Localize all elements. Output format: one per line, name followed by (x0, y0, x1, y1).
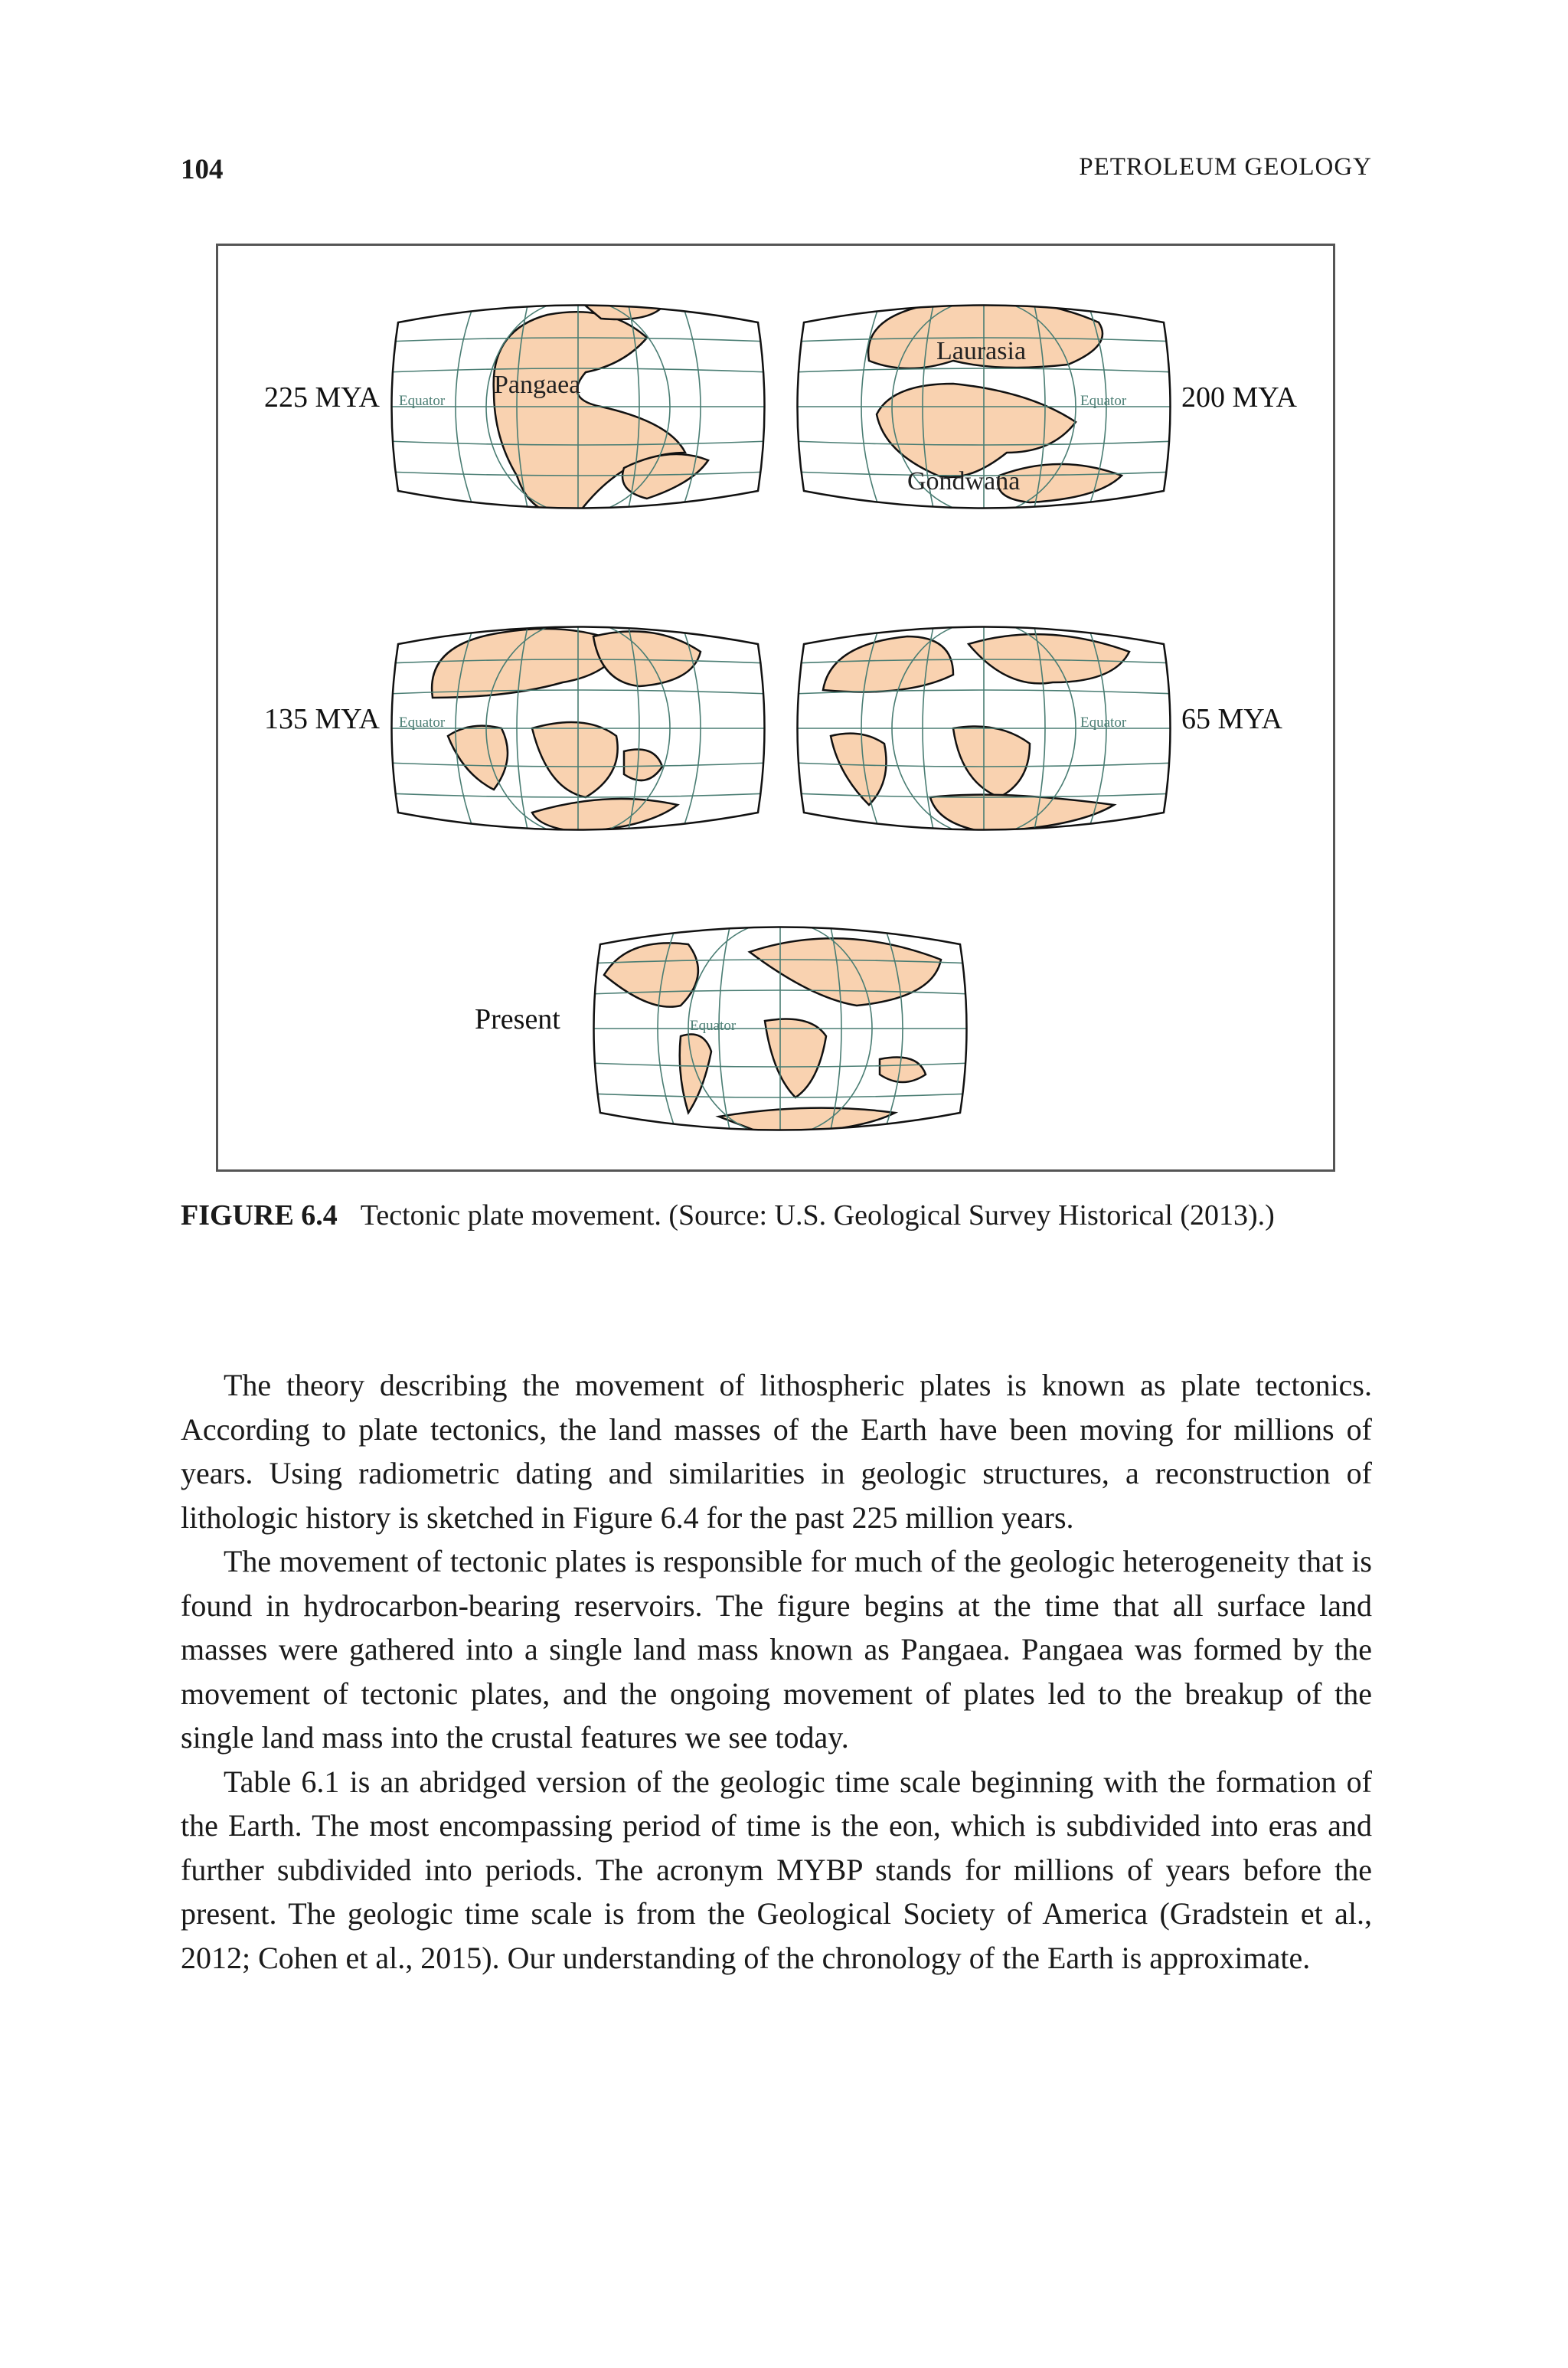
age-label-present: Present (475, 1003, 560, 1035)
caption-label: FIGURE 6.4 (181, 1199, 338, 1231)
age-label-225: 225 MYA (264, 381, 380, 414)
equator-label-225: Equator (399, 393, 446, 409)
paragraph-3: Table 6.1 is an abridged version of the geologic time scale beginning with the formation of the Earth. The most encompassing period of time is the eon, which is subdivided into eras and further subdivided into periods. The acronym MYBP stands for millions of years before the present. The geologic time scale is from the Geological Society of America (Gradstein et al., 2012; Cohen et al., 2015). Our understanding of the chronology of the Earth is approximate. (181, 1764, 1372, 1975)
paragraph-2: The movement of tectonic plates is responsible for much of the geologic heterogeneity that is found in hydrocarbon-bearing reservoirs. The figure begins at the time that all surface land masses were gathered into a single land mass known as Pangaea. Pangaea was formed by the movement of tectonic plates, and the ongoing movement of plates led to the breakup of the single land mass into the crustal features we see today. (181, 1544, 1372, 1755)
equator-label-65: Equator (1080, 715, 1127, 731)
page-number: 104 (181, 154, 224, 185)
body-text (181, 1363, 1372, 1980)
equator-label-present: Equator (690, 1018, 737, 1034)
caption-text: Tectonic plate movement. (Source: U.S. Geological Survey Historical (2013).) (360, 1199, 1275, 1231)
figure-6-4 (216, 244, 1335, 1172)
running-head (181, 153, 1372, 190)
age-label-200: 200 MYA (1181, 381, 1297, 414)
age-label-135: 135 MYA (264, 703, 380, 735)
globe-map (589, 914, 972, 1143)
equator-label-135: Equator (399, 715, 446, 731)
equator-label-200: Equator (1080, 393, 1127, 409)
age-label-65: 65 MYA (1181, 703, 1282, 735)
running-title: PETROLEUM GEOLOGY (1079, 153, 1372, 181)
paragraph-1: The theory describing the movement of lithospheric plates is known as plate tectonics. According to plate tectonics, the land masses of the Earth have been moving for millions of years. Using radiometric dating and similarities in geologic structures, a reconstruction of lithologic history is sketched in Figure 6.4 for the past 225 million years. (181, 1368, 1372, 1535)
landmass-label-gondwana: Gondwana (907, 467, 1021, 496)
landmass-label-laurasia: Laurasia (936, 337, 1027, 365)
landmass-label-pangaea: Pangaea (494, 371, 581, 399)
plate-maps-figure (218, 246, 1333, 1169)
figure-caption (181, 1195, 1372, 1236)
